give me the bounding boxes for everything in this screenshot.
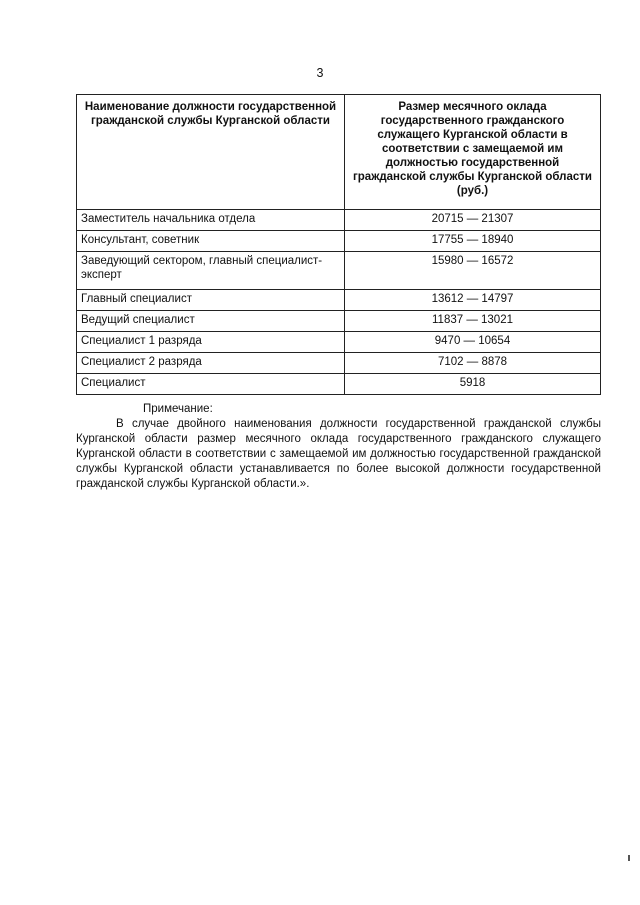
- table-header-row: [77, 95, 601, 210]
- salary-column-header: Размер месячного оклада государственного гражданского служащего Курганской области в соответствии с замещаемой им должностью государственной гражданской службы Курганской области (руб.): [345, 95, 601, 210]
- note-label: Примечание:: [143, 403, 213, 415]
- table-row: [77, 311, 601, 332]
- salary-cell: 7102 — 8878: [345, 353, 601, 374]
- salary-cell: 5918: [345, 374, 601, 395]
- salary-cell: 15980 — 16572: [345, 252, 601, 290]
- position-cell: Консультант, советник: [77, 231, 345, 252]
- scan-edge-mark: [628, 855, 630, 861]
- table-row: [77, 353, 601, 374]
- page-number: 3: [316, 66, 324, 80]
- position-cell: Заместитель начальника отдела: [77, 210, 345, 231]
- table-row: [77, 210, 601, 231]
- position-cell: Специалист 1 разряда: [77, 332, 345, 353]
- table-row: [77, 252, 601, 290]
- position-cell: Ведущий специалист: [77, 311, 345, 332]
- salary-table: [76, 94, 601, 395]
- salary-cell: 20715 — 21307: [345, 210, 601, 231]
- salary-cell: 9470 — 10654: [345, 332, 601, 353]
- table-row: [77, 374, 601, 395]
- table-row: [77, 290, 601, 311]
- position-cell: Специалист 2 разряда: [77, 353, 345, 374]
- table-row: [77, 332, 601, 353]
- note-section: [76, 402, 601, 492]
- note-text: В случае двойного наименования должности государственной гражданской службы Курганской области размер месячного оклада государственного гражданского служащего Курганской области в соответствии с замещаемой им должностью государственной гражданской службы Курганской области устанавливается по более высокой должности государственной гражданской службы Курганской области.».: [76, 418, 601, 490]
- position-cell: Заведующий сектором, главный специалист-эксперт: [77, 252, 345, 290]
- salary-cell: 11837 — 13021: [345, 311, 601, 332]
- salary-cell: 17755 — 18940: [345, 231, 601, 252]
- position-cell: Главный специалист: [77, 290, 345, 311]
- position-column-header: Наименование должности государственной гражданской службы Курганской области: [77, 95, 345, 210]
- table-row: [77, 231, 601, 252]
- position-cell: Специалист: [77, 374, 345, 395]
- salary-cell: 13612 — 14797: [345, 290, 601, 311]
